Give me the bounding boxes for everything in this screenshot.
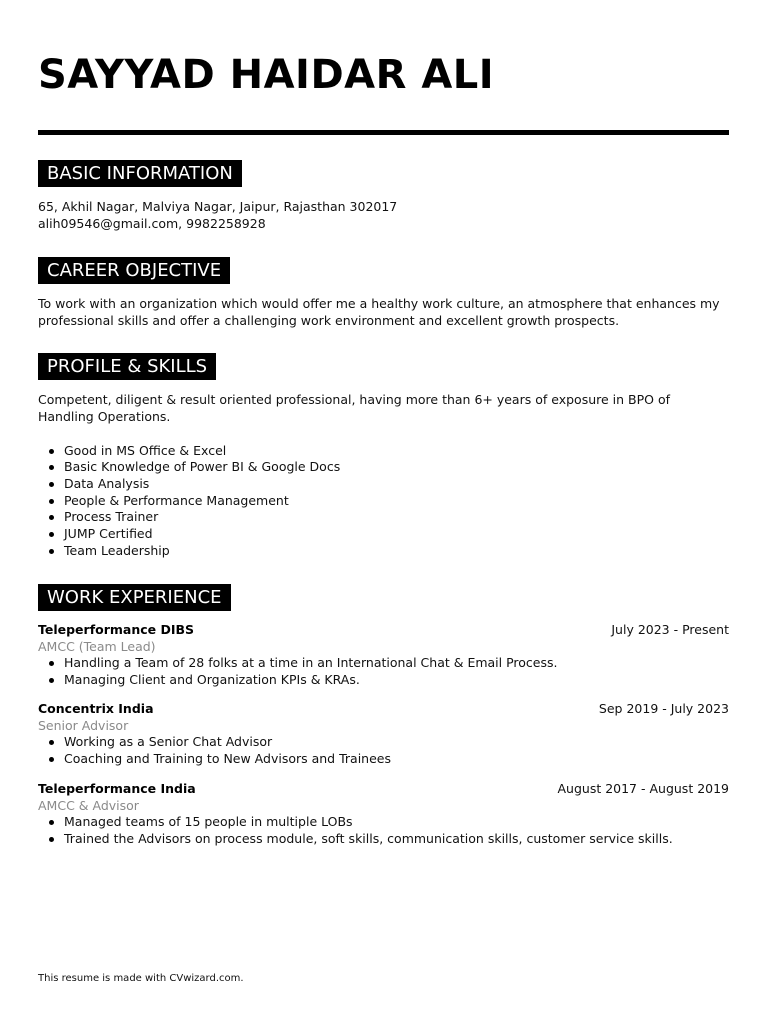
job-point [38,814,729,831]
job-point-text: Coaching and Training to New Advisors and Trainees [64,751,391,767]
job-point-text: Trained the Advisors on process module, soft skills, communication skills, customer service skills. [64,830,673,846]
footer-note: This resume is made with CVwizard.com. [38,973,244,984]
job-company: Teleperformance DIBS [38,622,195,637]
bullet-icon [49,515,54,520]
skill-item [38,476,729,493]
career-objective-section [38,257,729,330]
job-point-text: Working as a Senior Chat Advisor [64,734,273,750]
skill-item [38,459,729,476]
bullet-icon [49,482,54,487]
bullet-icon [49,757,54,762]
bullet-icon [49,837,54,842]
skill-text: Basic Knowledge of Power BI & Google Docs [64,459,341,475]
address: 65, Akhil Nagar, Malviya Nagar, Jaipur, Rajasthan 302017 [38,199,398,214]
skill-item [38,526,729,543]
job-company: Teleperformance India [38,780,196,796]
header-rule [38,130,729,135]
job-dates: August 2017 - August 2019 [557,780,729,796]
job-point [38,751,729,768]
career-objective-text: To work with an organization which would offer me a healthy work culture, an atmosphere that enhances my professional skills and offer a challenging work environment and excellent growth prospects. [38,296,720,328]
job-points [38,655,729,688]
job-point [38,734,729,751]
job-point [38,655,729,672]
profile-summary: Competent, diligent & result oriented professional, having more than 6+ years of exposure in BPO of Handling Operations. [38,392,670,424]
job-dates: Sep 2019 - July 2023 [598,701,729,717]
bullet-icon [49,449,54,454]
job-points [38,734,729,767]
bullet-icon [49,661,54,666]
work-experience-section [38,584,729,847]
job-point [38,831,729,848]
job-role: Senior Advisor [38,718,129,734]
candidate-name: SAYYAD HAIDAR ALI [38,52,495,98]
job-entry [38,701,729,767]
contact-details: alih09546@gmail.com, 9982258928 [38,215,266,231]
job-company: Concentrix India [38,701,154,717]
job-entry [38,781,729,847]
job-dates: July 2023 - Present [611,622,729,637]
work-experience-heading: WORK EXPERIENCE [38,584,231,611]
job-point-text: Handling a Team of 28 folks at a time in an International Chat & Email Process. [64,655,558,670]
skill-text: People & Performance Management [64,492,289,508]
bullet-icon [49,820,54,825]
skill-text: Process Trainer [64,509,159,525]
skill-item [38,543,729,560]
job-point [38,672,729,689]
career-objective-heading: CAREER OBJECTIVE [38,257,230,284]
skill-text: Good in MS Office & Excel [64,442,227,458]
skill-item [38,493,729,510]
bullet-icon [49,465,54,470]
profile-skills-section [38,353,729,560]
skill-text: JUMP Certified [64,526,153,542]
job-role: AMCC & Advisor [38,797,139,813]
bullet-icon [49,532,54,537]
profile-skills-heading: PROFILE & SKILLS [38,353,216,380]
job-point-text: Managed teams of 15 people in multiple LOBs [64,813,353,829]
basic-information-section [38,160,729,233]
job-point-text: Managing Client and Organization KPIs & KRAs. [64,671,360,687]
bullet-icon [49,740,54,745]
bullet-icon [49,549,54,554]
job-role: AMCC (Team Lead) [38,638,156,654]
skill-text: Data Analysis [64,476,150,491]
bullet-icon [49,678,54,683]
skill-item [38,509,729,526]
basic-information-heading: BASIC INFORMATION [38,160,242,187]
bullet-icon [49,499,54,504]
skill-item [38,443,729,460]
skills-list [38,443,729,560]
job-entry [38,622,729,688]
skill-text: Team Leadership [64,542,170,558]
job-points [38,814,729,847]
